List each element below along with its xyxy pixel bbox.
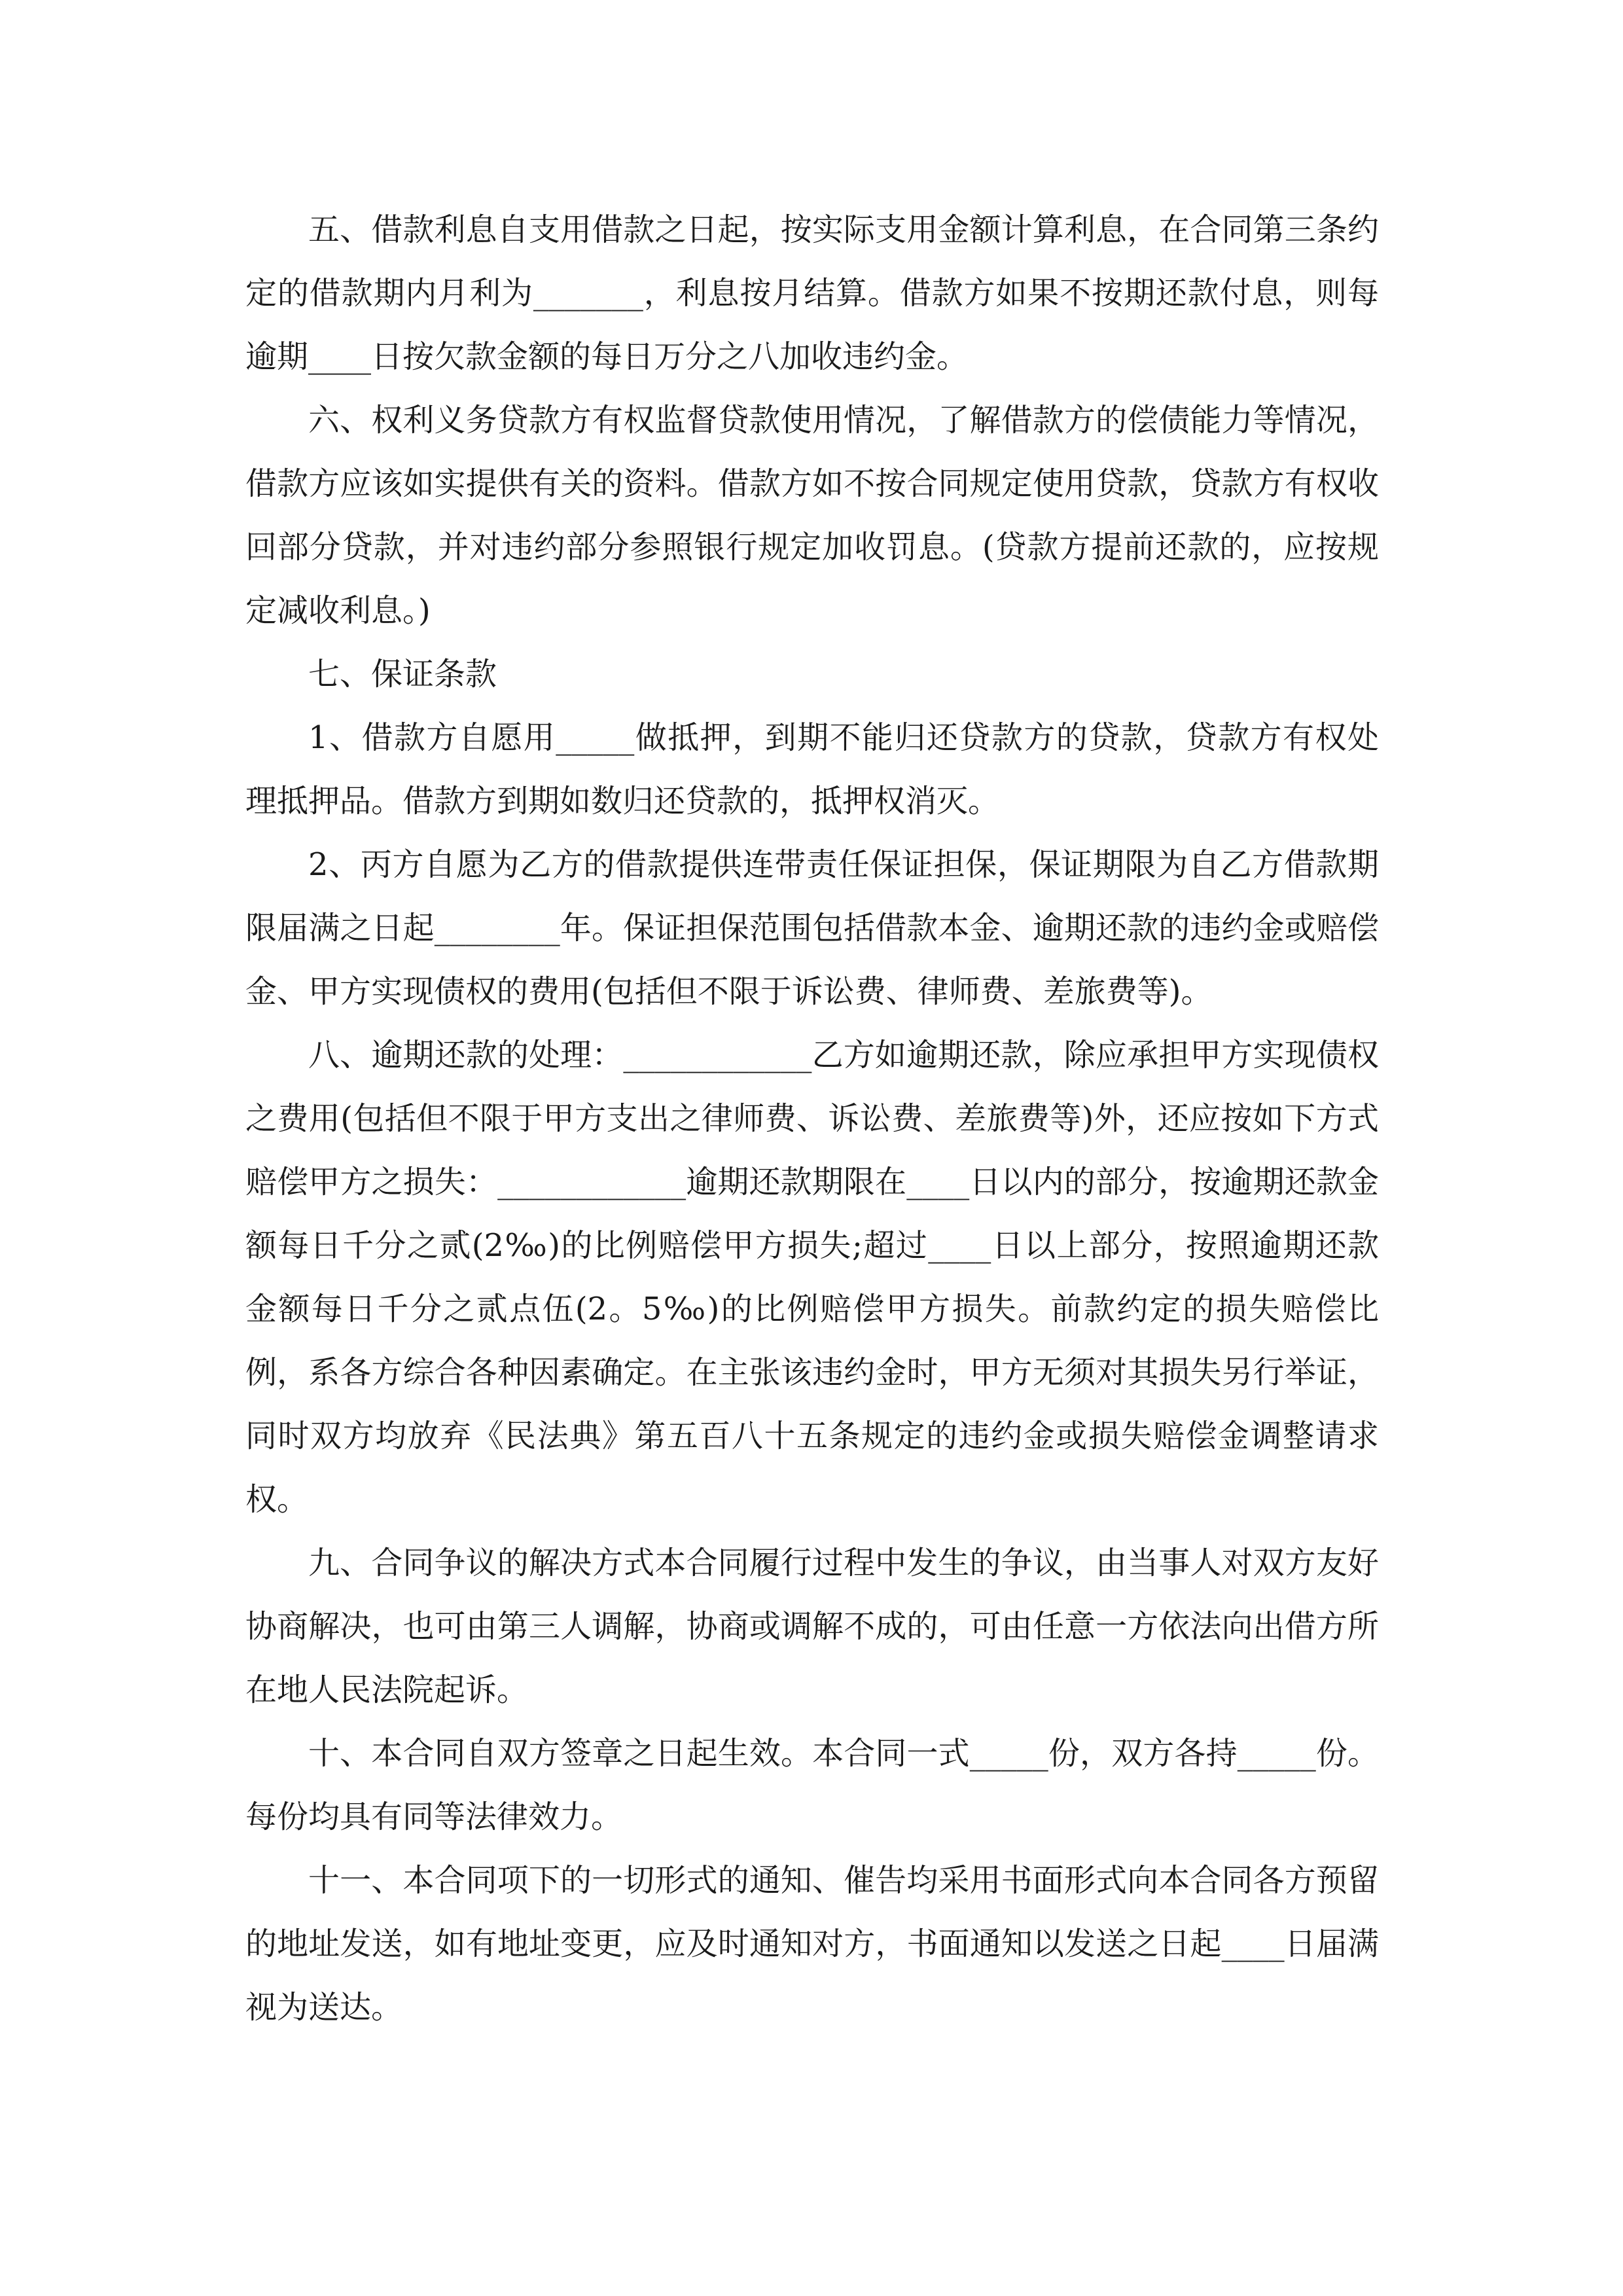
contract-body	[245, 198, 1379, 2039]
clause-7-guarantee-heading: 七、保证条款	[308, 656, 497, 692]
clause-10-effectiveness: 十、本合同自双方签章之日起生效。本合同一式_____份，双方各持_____份。每份均具有同等法律效力。	[245, 1735, 1379, 1835]
clause-8-overdue-repayment: 八、逾期还款的处理：____________乙方如逾期还款，除应承担甲方实现债权之费用(包括但不限于甲方支出之律师费、诉讼费、差旅费等)外，还应按如下方式赔偿甲方之损失：____________逾期还款期限在____日以内的部分，按逾期还款金额每日千分之贰(2‰)的比例赔偿甲方损失;超过____日以上部分，按照逾期还款金额每日千分之贰点伍(2。5‰)的比例赔偿甲方损失。前款约定的损失赔偿比例，系各方综合各种因素确定。在主张该违约金时，甲方无须对其损失另行举证，同时双方均放弃《民法典》第五百八十五条规定的违约金或损失赔偿金调整请求权。	[245, 1037, 1379, 1518]
clause-9-dispute-resolution: 九、合同争议的解决方式本合同履行过程中发生的争议，由当事人对双方友好协商解决，也可由第三人调解，协商或调解不成的，可由任意一方依法向出借方所在地人民法院起诉。	[245, 1545, 1379, 1708]
clause-6-rights-obligations: 六、权利义务贷款方有权监督贷款使用情况，了解借款方的偿债能力等情况，借款方应该如实提供有关的资料。借款方如不按合同规定使用贷款，贷款方有权收回部分贷款，并对违约部分参照银行规定加收罚息。(贷款方提前还款的，应按规定减收利息。)	[245, 402, 1379, 629]
clause-11-notices: 十一、本合同项下的一切形式的通知、催告均采用书面形式向本合同各方预留的地址发送，如有地址变更，应及时通知对方，书面通知以发送之日起____日届满视为送达。	[245, 1862, 1379, 2026]
clause-5-interest: 五、借款利息自支用借款之日起，按实际支用金额计算利息，在合同第三条约定的借款期内月利为_______，利息按月结算。借款方如果不按期还款付息，则每逾期____日按欠款金额的每日万分之八加收违约金。	[245, 211, 1379, 375]
clause-7-item-1-collateral: 1、借款方自愿用_____做抵押，到期不能归还贷款方的贷款，贷款方有权处理抵押品。借款方到期如数归还贷款的，抵押权消灭。	[245, 719, 1379, 819]
clause-7-item-2-joint-guarantee: 2、丙方自愿为乙方的借款提供连带责任保证担保，保证期限为自乙方借款期限届满之日起________年。保证担保范围包括借款本金、逾期还款的违约金或赔偿金、甲方实现债权的费用(包括但不限于诉讼费、律师费、差旅费等)。	[245, 846, 1379, 1010]
